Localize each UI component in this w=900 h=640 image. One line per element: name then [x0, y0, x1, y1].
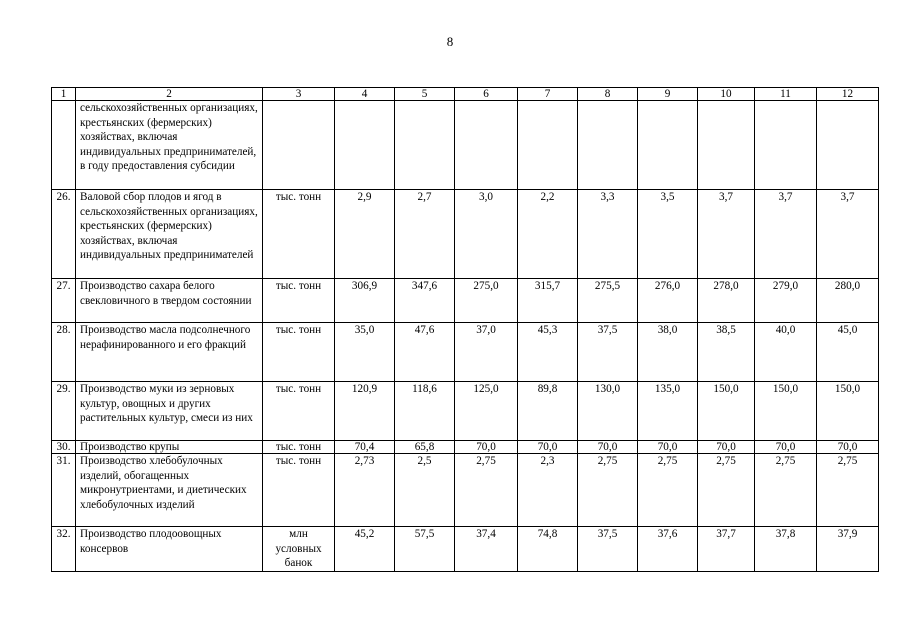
table-row: [52, 527, 879, 572]
value-cell: 2,75: [817, 454, 879, 527]
value-cell: 2,7: [395, 190, 455, 279]
column-number: 3: [263, 88, 335, 101]
indicator-name: Производство хлебобулочных изделий, обогащенных микронутриентами, и диетических хлебобулочных изделий: [76, 454, 263, 527]
row-number: 31.: [52, 454, 76, 527]
column-number: 11: [755, 88, 817, 101]
value-cell: 2,75: [455, 454, 518, 527]
value-cell: 150,0: [698, 382, 755, 441]
table-row: [52, 323, 879, 382]
value-cell: 37,5: [578, 527, 638, 572]
value-cell: 74,8: [518, 527, 578, 572]
value-cell: 70,4: [335, 441, 395, 454]
value-cell: 2,2: [518, 190, 578, 279]
column-number: 4: [335, 88, 395, 101]
value-cell: 37,0: [455, 323, 518, 382]
value-cell: [578, 101, 638, 190]
value-cell: 279,0: [755, 279, 817, 323]
unit-cell: тыс. тонн: [263, 323, 335, 382]
row-number: 32.: [52, 527, 76, 572]
value-cell: 150,0: [817, 382, 879, 441]
indicator-name: Производство крупы: [76, 441, 263, 454]
value-cell: [455, 101, 518, 190]
value-cell: 3,0: [455, 190, 518, 279]
unit-cell: тыс. тонн: [263, 441, 335, 454]
value-cell: 70,0: [755, 441, 817, 454]
value-cell: 150,0: [755, 382, 817, 441]
value-cell: 65,8: [395, 441, 455, 454]
value-cell: 2,75: [698, 454, 755, 527]
value-cell: 37,5: [578, 323, 638, 382]
value-cell: [638, 101, 698, 190]
value-cell: 37,6: [638, 527, 698, 572]
unit-cell: [263, 101, 335, 190]
value-cell: 3,3: [578, 190, 638, 279]
value-cell: 37,9: [817, 527, 879, 572]
table-row: [52, 454, 879, 527]
row-number: 30.: [52, 441, 76, 454]
table-row: [52, 382, 879, 441]
value-cell: 70,0: [817, 441, 879, 454]
value-cell: 57,5: [395, 527, 455, 572]
value-cell: 3,7: [755, 190, 817, 279]
value-cell: 2,75: [638, 454, 698, 527]
value-cell: 45,2: [335, 527, 395, 572]
row-number: 29.: [52, 382, 76, 441]
column-number: 2: [76, 88, 263, 101]
value-cell: 120,9: [335, 382, 395, 441]
value-cell: 2,5: [395, 454, 455, 527]
column-number: 8: [578, 88, 638, 101]
value-cell: 70,0: [455, 441, 518, 454]
column-number: 10: [698, 88, 755, 101]
value-cell: 275,5: [578, 279, 638, 323]
indicator-name: Производство масла подсолнечного нерафинированного и его фракций: [76, 323, 263, 382]
column-number-row: [52, 88, 879, 101]
value-cell: 47,6: [395, 323, 455, 382]
value-cell: 275,0: [455, 279, 518, 323]
unit-cell: тыс. тонн: [263, 382, 335, 441]
row-number: 26.: [52, 190, 76, 279]
table-row: [52, 441, 879, 454]
value-cell: 89,8: [518, 382, 578, 441]
value-cell: 2,75: [578, 454, 638, 527]
value-cell: 70,0: [518, 441, 578, 454]
value-cell: 347,6: [395, 279, 455, 323]
indicator-name: Производство сахара белого свекловичного в твердом состоянии: [76, 279, 263, 323]
unit-cell: млн условных банок: [263, 527, 335, 572]
indicator-name: Валовой сбор плодов и ягод в сельскохозяйственных организациях, крестьянских (фермерских) хозяйствах, включая индивидуальных предпринимателей: [76, 190, 263, 279]
indicator-name: Производство плодоовощных консервов: [76, 527, 263, 572]
value-cell: 70,0: [698, 441, 755, 454]
table-row: [52, 190, 879, 279]
column-number: 1: [52, 88, 76, 101]
column-number: 7: [518, 88, 578, 101]
value-cell: [395, 101, 455, 190]
table-row: [52, 279, 879, 323]
unit-cell: тыс. тонн: [263, 279, 335, 323]
value-cell: 2,73: [335, 454, 395, 527]
value-cell: 125,0: [455, 382, 518, 441]
value-cell: [335, 101, 395, 190]
table-row: [52, 101, 879, 190]
value-cell: 45,0: [817, 323, 879, 382]
value-cell: 37,8: [755, 527, 817, 572]
value-cell: 276,0: [638, 279, 698, 323]
value-cell: 2,75: [755, 454, 817, 527]
indicator-name: сельскохозяйственных организациях, крестьянских (фермерских) хозяйствах, включая индивидуальных предпринимателей, в году предоставления субсидии: [76, 101, 263, 190]
indicator-name: Производство муки из зерновых культур, овощных и других растительных культур, смеси из них: [76, 382, 263, 441]
value-cell: 135,0: [638, 382, 698, 441]
row-number: 28.: [52, 323, 76, 382]
value-cell: 38,5: [698, 323, 755, 382]
value-cell: 2,9: [335, 190, 395, 279]
value-cell: 38,0: [638, 323, 698, 382]
value-cell: 315,7: [518, 279, 578, 323]
unit-cell: тыс. тонн: [263, 454, 335, 527]
value-cell: 3,5: [638, 190, 698, 279]
value-cell: 40,0: [755, 323, 817, 382]
value-cell: [518, 101, 578, 190]
page-number: 8: [446, 34, 454, 49]
value-cell: 280,0: [817, 279, 879, 323]
value-cell: 70,0: [578, 441, 638, 454]
value-cell: [817, 101, 879, 190]
value-cell: 130,0: [578, 382, 638, 441]
indicators-table: [51, 87, 879, 572]
value-cell: 35,0: [335, 323, 395, 382]
value-cell: 3,7: [817, 190, 879, 279]
value-cell: 118,6: [395, 382, 455, 441]
unit-cell: тыс. тонн: [263, 190, 335, 279]
value-cell: 37,7: [698, 527, 755, 572]
value-cell: 306,9: [335, 279, 395, 323]
value-cell: 2,3: [518, 454, 578, 527]
column-number: 9: [638, 88, 698, 101]
value-cell: 37,4: [455, 527, 518, 572]
value-cell: 70,0: [638, 441, 698, 454]
column-number: 6: [455, 88, 518, 101]
value-cell: 278,0: [698, 279, 755, 323]
value-cell: 3,7: [698, 190, 755, 279]
row-number: 27.: [52, 279, 76, 323]
value-cell: 45,3: [518, 323, 578, 382]
column-number: 5: [395, 88, 455, 101]
value-cell: [698, 101, 755, 190]
value-cell: [755, 101, 817, 190]
row-number: [52, 101, 76, 190]
column-number: 12: [817, 88, 879, 101]
